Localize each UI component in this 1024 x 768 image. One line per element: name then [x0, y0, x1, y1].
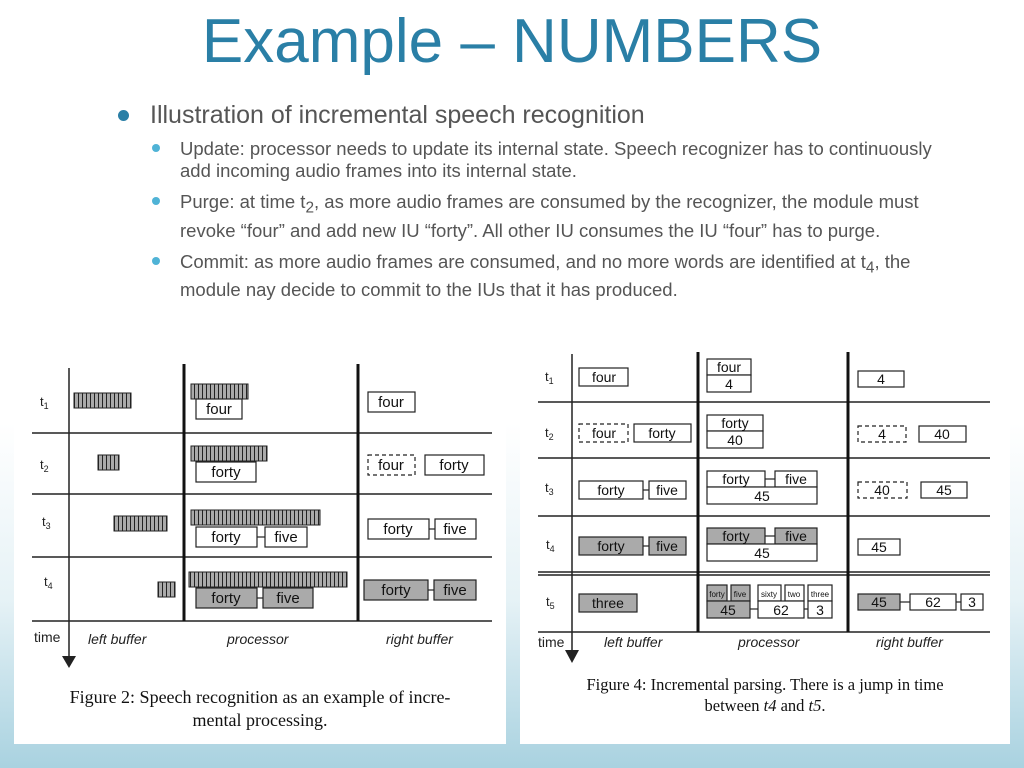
bullet-commit-sub: 4: [865, 259, 875, 277]
f2-word: five: [443, 521, 467, 538]
figure-4-caption: [520, 674, 1010, 716]
f4-processor-word: three: [810, 590, 830, 599]
f2-word: forty: [211, 529, 241, 546]
f2-word: forty: [439, 457, 469, 474]
time-arrow-icon: [565, 650, 579, 663]
f4-column-label: right buffer: [876, 634, 943, 650]
f4-left-word: four: [591, 369, 617, 385]
f2-time-label: $t_3$: [42, 514, 51, 531]
f2-word: forty: [211, 464, 241, 481]
f4-processor-number: 45: [754, 488, 770, 504]
f2-axis-label: time: [34, 629, 61, 645]
f4-left-word: five: [656, 538, 678, 554]
bullet-purge-text-a: Purge: at time t: [180, 191, 306, 212]
f2-time-label: $t_2$: [40, 457, 49, 474]
f4-left-word: three: [592, 595, 624, 611]
f4-right-value: 3: [968, 594, 976, 610]
f4-processor-number: 40: [727, 432, 743, 448]
f4-left-word: forty: [597, 538, 625, 554]
figure-4: [520, 338, 1010, 744]
bullet-dot-icon: [152, 197, 160, 205]
audio-frames-bar: [98, 455, 119, 470]
f4-right-value: 4: [878, 426, 886, 442]
bullet-update: [118, 138, 948, 182]
bullet-purge-sub: 2: [305, 199, 315, 217]
bullet-list: [118, 100, 948, 310]
bullet-commit-text-a: Commit: as more audio frames are consumed, and no more words are identified at t: [180, 250, 866, 272]
f4-column-label: left buffer: [604, 634, 663, 650]
audio-frames-bar: [191, 384, 248, 399]
f4-caption-line: between t4 and t5.: [704, 696, 826, 715]
f2-column-label: right buffer: [386, 631, 453, 647]
f2-word: forty: [383, 521, 413, 538]
f2-word: four: [378, 394, 404, 411]
bullet-commit: [118, 251, 948, 302]
audio-frames-bar: [114, 516, 167, 531]
f4-left-word: forty: [597, 482, 625, 498]
bullet-dot-icon: [152, 257, 160, 265]
f2-word: five: [276, 590, 300, 607]
audio-frames-bar: [191, 510, 320, 525]
f4-processor-number: 45: [754, 545, 770, 561]
f4-time-label: $t_4$: [546, 537, 555, 554]
f4-processor-word: five: [785, 528, 807, 544]
f4-right-value: 4: [877, 371, 885, 387]
f2-caption-line: mental processing.: [192, 710, 328, 730]
f2-caption-line: Figure 2: Speech recognition as an example of incre-: [69, 687, 451, 707]
f2-word: forty: [381, 582, 411, 599]
f4-processor-word: sixty: [761, 590, 777, 599]
f2-word: forty: [211, 590, 241, 607]
slide-title: Example – NUMBERS: [201, 7, 823, 76]
f2-column-label: processor: [227, 631, 289, 647]
f4-processor-word: forty: [722, 528, 750, 544]
f2-word: five: [443, 582, 467, 599]
audio-frames-bar: [158, 582, 175, 597]
f2-time-label: $t_1$: [40, 394, 49, 411]
audio-frames-bar: [74, 393, 131, 408]
bullet-main: [118, 100, 948, 130]
f4-right-value: 40: [934, 426, 950, 442]
f4-processor-number: 45: [720, 602, 736, 618]
f4-right-value: 40: [874, 482, 890, 498]
f4-column-label: processor: [738, 634, 800, 650]
f4-right-value: 45: [871, 594, 887, 610]
audio-frames-bar: [191, 446, 267, 461]
f4-axis-label: time: [538, 634, 565, 650]
bullet-commit-text-b: , the module nay decide to commit to the IUs that it has produced.: [180, 250, 911, 301]
f4-right-value: 62: [925, 594, 941, 610]
f4-processor-word: forty: [722, 471, 750, 487]
f4-processor-word: four: [716, 359, 742, 375]
f2-word: four: [206, 401, 232, 418]
f4-processor-number: 62: [773, 602, 789, 618]
f4-processor-number: 3: [816, 602, 824, 618]
f4-time-label: $t_5$: [546, 594, 555, 611]
f4-time-label: $t_2$: [545, 425, 554, 442]
figure-2-diagram: [14, 338, 506, 744]
figure-2: [14, 338, 506, 744]
f4-processor-word: five: [785, 471, 807, 487]
time-arrow-icon: [62, 656, 76, 668]
f4-caption-line: Figure 4: Incremental parsing. There is a jump in time: [586, 675, 944, 694]
bullet-update-text: Update: processor needs to update its internal state. Speech recognizer has to continuously add incoming audio frames into its internal state.: [180, 138, 932, 181]
f4-right-value: 45: [871, 539, 887, 555]
f4-right-value: 45: [936, 482, 952, 498]
f2-word: five: [274, 529, 298, 546]
f4-processor-word: forty: [721, 415, 749, 431]
f4-processor-word: forty: [709, 590, 725, 599]
bullet-purge: [118, 191, 948, 242]
figure-2-caption: [14, 686, 506, 732]
f4-processor-number: 4: [725, 376, 733, 392]
f4-processor-word: two: [787, 590, 801, 599]
bullet-dot-icon: [118, 110, 129, 121]
bullet-dot-icon: [152, 144, 160, 152]
f4-time-label: $t_3$: [545, 480, 554, 497]
f2-word: four: [378, 457, 404, 474]
f4-processor-word: five: [733, 590, 747, 599]
f2-time-label: $t_4$: [44, 574, 53, 591]
bullet-main-text: Illustration of incremental speech recognition: [150, 101, 645, 129]
f4-time-label: $t_1$: [545, 369, 554, 386]
bullet-purge-text-b: , as more audio frames are consumed by the recognizer, the module must revoke “four” and add new IU “forty”. All other IU consumes the IU “four” has to purge.: [180, 191, 919, 241]
audio-frames-bar: [189, 572, 347, 587]
f4-left-word: forty: [648, 425, 676, 441]
f4-left-word: five: [656, 482, 678, 498]
f2-column-label: left buffer: [88, 631, 147, 647]
f4-left-word: four: [591, 425, 617, 441]
